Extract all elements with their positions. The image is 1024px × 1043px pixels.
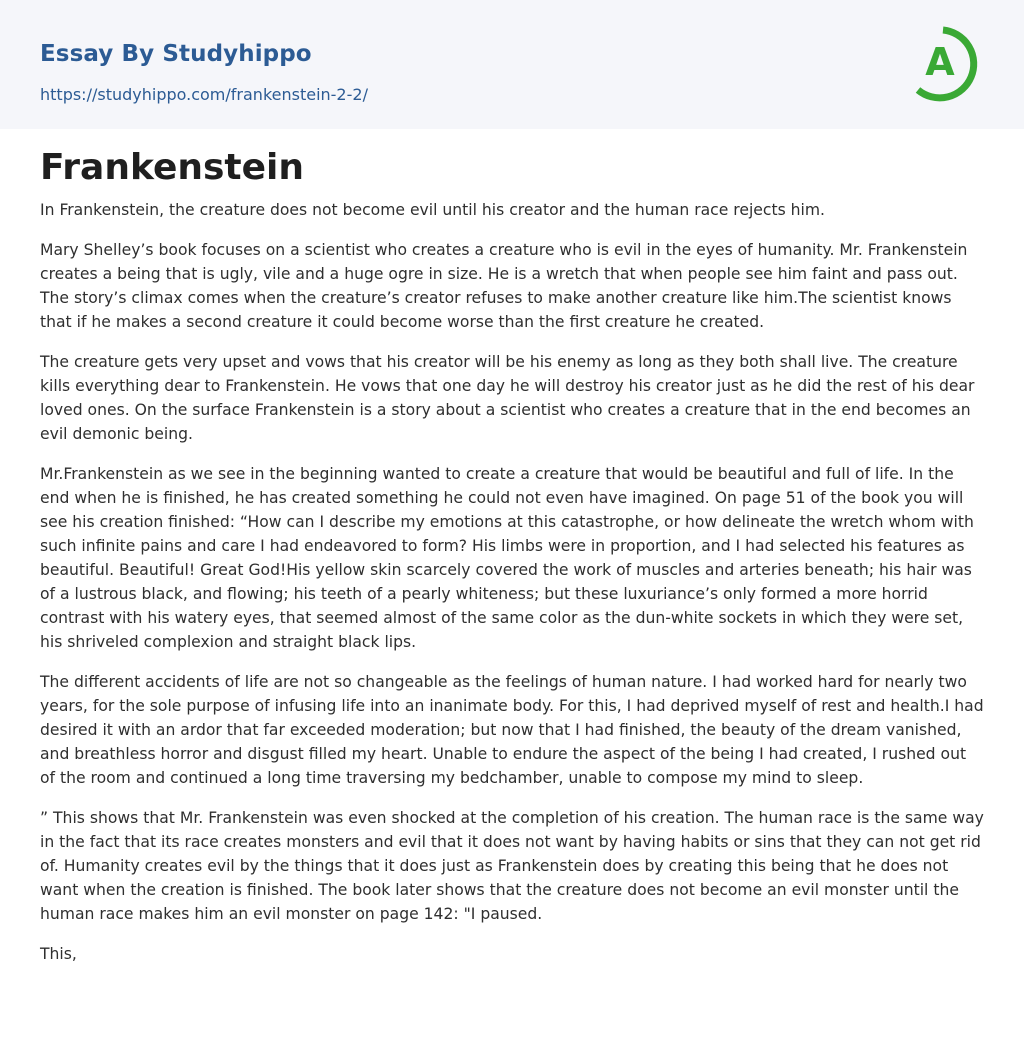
site-header [0, 0, 1024, 129]
studyhippo-logo-icon[interactable] [910, 18, 988, 106]
logo-letter: A [925, 40, 955, 84]
essay-paragraph: In Frankenstein, the creature does not become evil until his creator and the human race rejects him. [40, 201, 826, 219]
essay-paragraph: The creature gets very upset and vows that his creator will be his enemy as long as they both shall live. The creature kills everything dear to Frankenstein. He vows that one day he will destroy his creator just as he did the rest of his dear loved ones. On the surface Frankenstein is a story about a scientist who creates a creature that in the end becomes an evil demonic being. [40, 353, 975, 443]
essay-paragraph: This, [40, 945, 77, 963]
essay-content [40, 145, 984, 982]
page-url-link[interactable]: https://studyhippo.com/frankenstein-2-2/ [40, 85, 368, 104]
essay-title: Frankenstein [40, 147, 305, 188]
essay-paragraph: Mr.Frankenstein as we see in the beginning wanted to create a creature that would be beautiful and full of life. In the end when he is finished, he has created something he could not even have imagined. On page 51 of the book you will see his creation finished: “How can I describe my emotions at this catastrophe, or how delineate the wretch whom with such infinite pains and care I had endeavored to form? His limbs were in proportion, and I had selected his features as beautiful. Beautiful! Great God!His yellow skin scarcely covered the work of muscles and arteries beneath; his hair was of a lustrous black, and flowing; his teeth of a pearly whiteness; but these luxuriance’s only formed a more horrid contrast with his watery eyes, that seemed almost of the same color as the dun-white sockets in which they were set, his shriveled complexion and straight black lips. [40, 465, 974, 651]
essay-paragraph: Mary Shelley’s book focuses on a scientist who creates a creature who is evil in the eyes of humanity. Mr. Frankenstein creates a being that is ugly, vile and a huge ogre in size. He is a wretch that when people see him faint and pass out. The story’s climax comes when the creature’s creator refuses to make another creature like him.The scientist knows that if he makes a second creature it could become worse than the first creature he created. [40, 241, 968, 331]
essay-paragraph: ” This shows that Mr. Frankenstein was even shocked at the completion of his creation. The human race is the same way in the fact that its race creates monsters and evil that it does not want by having habits or sins that they can not get rid of. Humanity creates evil by the things that it does just as Frankenstein does by creating this being that he does not want when the creation is finished. The book later shows that the creature does not become an evil monster until the human race makes him an evil monster on page 142: "I paused. [40, 809, 984, 923]
brand-title[interactable]: Essay By Studyhippo [40, 41, 312, 67]
essay-paragraph: The different accidents of life are not so changeable as the feelings of human nature. I had worked hard for nearly two years, for the sole purpose of infusing life into an inanimate body. For this, I had deprived myself of rest and health.I had desired it with an ardor that far exceeded moderation; but now that I had finished, the beauty of the dream vanished, and breathless horror and disgust filled my heart. Unable to endure the aspect of the being I had created, I rushed out of the room and continued a long time traversing my bedchamber, unable to compose my mind to sleep. [40, 673, 984, 787]
